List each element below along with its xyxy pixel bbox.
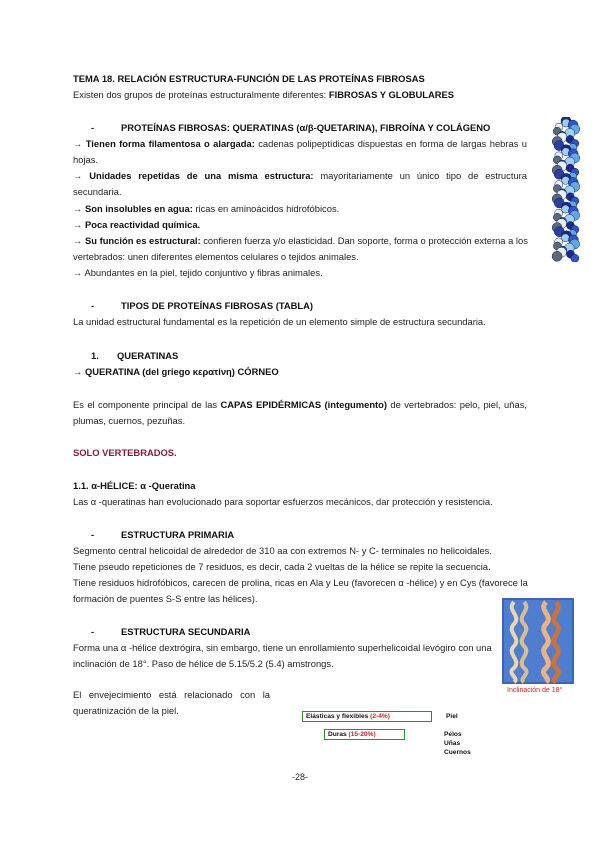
hard-keratin-box: Duras (15-20%): [324, 729, 405, 740]
primary-structure-heading: - ESTRUCTURA PRIMARIA: [91, 529, 235, 540]
bullet-structural-function: → Su función es estructural: confieren fuerza y/o elasticidad. Dan soporte, forma o protección externa a los: [73, 235, 528, 246]
section-fibrous-heading: - PROTEÍNAS FIBROSAS: QUERATINAS (α/β-QUETARINA), FIBROÍNA Y COLÁGENO: [91, 122, 491, 133]
bullet-repeated-units: → Unidades repetidas de una misma estructura: mayoritariamente un único tipo de estructura: [73, 170, 527, 181]
bullet-filamentous: → Tienen forma filamentosa o alargada: cadenas polipeptídicas dispuestas en forma de largas hebras u: [73, 138, 527, 149]
intro-paragraph: Existen dos grupos de proteínas estructuralmente diferentes: FIBROSAS Y GLOBULARES: [73, 89, 455, 100]
protein-bead: [552, 251, 562, 261]
bullet-repeated-units-cont: secundaria.: [73, 186, 122, 197]
coiled-coil-figure: [502, 598, 574, 684]
page-number: -28-: [291, 772, 308, 782]
keratin-paragraph: Es el componente principal de las CAPAS EPIDÉRMICAS (integumento) de vertebrados: pelo, piel, uñas,: [73, 399, 527, 410]
aging-text-cont: queratinización de la piel.: [73, 705, 179, 716]
primary-structure-line: formación de puentes S-S entre las hélices).: [73, 593, 258, 604]
keratin-paragraph-cont: plumas, cuernos, pezuñas.: [73, 415, 186, 426]
hard-target-label: Cuernos: [444, 749, 471, 756]
figure-caption: Inclinación de 18°: [507, 687, 563, 694]
solo-vertebrados-note: SOLO VERTEBRADOS.: [73, 447, 177, 458]
section-types-heading: - TIPOS DE PROTEÍNAS FIBROSAS (TABLA): [91, 300, 314, 311]
secondary-structure-line: inclinación de 18°. Paso de hélice de 5.15/5.2 (5.4) amstrongs.: [73, 658, 334, 669]
hard-target-label: Pelos: [444, 731, 462, 738]
primary-structure-line: Tiene residuos hidrofóbicos, carecen de prolina, ricas en Ala y Leu (favorecen α -hélice) y en Cys (favorece la: [73, 577, 528, 588]
aging-text: El envejecimiento está relacionado con la: [73, 689, 270, 700]
bullet-abundant: → Abundantes en la piel, tejido conjuntivo y fibras animales.: [73, 267, 323, 278]
alpha-helix-text: Las α -queratinas han evolucionado para soportar esfuerzos mecánicos, dar protección y resistencia.: [73, 496, 493, 507]
secondary-structure-heading: - ESTRUCTURA SECUNDARIA: [91, 626, 251, 637]
primary-structure-line: Tiene pseudo repeticiones de 7 residuos, es decir, cada 2 vueltas de la hélice se repite la secuencia.: [73, 561, 491, 572]
section-types-text: La unidad estructural fundamental es la repetición de un elemento simple de estructura secundaria.: [73, 316, 486, 327]
elastic-keratin-box: Elásticas y flexibles (2-4%): [302, 711, 432, 722]
bullet-low-reactivity: → Poca reactividad química.: [73, 219, 201, 230]
document-title: TEMA 18. RELACIÓN ESTRUCTURA-FUNCIÓN DE LAS PROTEÍNAS FIBROSAS: [73, 73, 425, 84]
hard-target-label: Uñas: [444, 740, 461, 747]
keratin-etymology: → QUERATINA (del griego κερατίνη) CÓRNEO: [73, 366, 279, 377]
bullet-insoluble: → Son insolubles en agua: ricas en aminoácidos hidrofóbicos.: [73, 203, 340, 214]
secondary-structure-line: Forma una α -hélice dextrógira, sin embargo, tiene un enrollamiento superhelicoidal levógiro con una: [73, 642, 492, 653]
protein-bead: [571, 254, 579, 262]
bullet-filamentous-cont: hojas.: [73, 154, 99, 165]
section-keratins-heading: 1. QUERATINAS: [91, 350, 179, 361]
alpha-helix-heading: 1.1. α-HÉLICE: α -Queratina: [73, 480, 196, 491]
primary-structure-line: Segmento central helicoidal de alrededor de 310 aa con extremos N- y C- terminales no helicoidales.: [73, 545, 492, 556]
fibrous-protein-model-image: [548, 117, 584, 262]
elastic-target-label: Piel: [446, 713, 458, 720]
bullet-structural-function-cont: vertebrados: unen diferentes elementos celulares o tejidos animales.: [73, 251, 359, 262]
